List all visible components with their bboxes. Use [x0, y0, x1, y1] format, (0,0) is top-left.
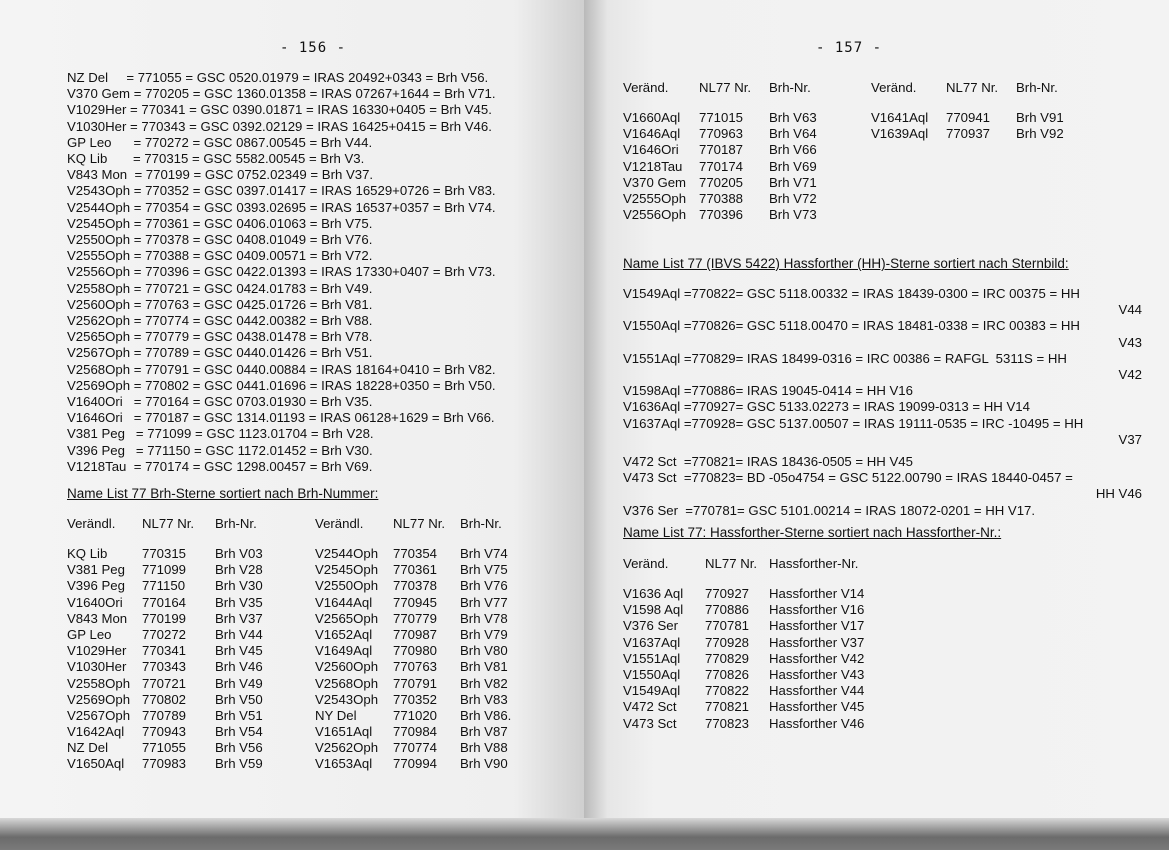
- equivalence-line: V2556Oph = 770396 = GSC 0422.01393 = IRAS 17330+0407 = Brh V73.: [67, 264, 496, 280]
- table-cell: Brh V45: [215, 643, 263, 659]
- table-cell: V2544Oph: [315, 546, 379, 561]
- equivalence-line: V2568Oph = 770791 = GSC 0440.00884 = IRAS 18164+0410 = Brh V82.: [67, 361, 496, 377]
- equivalence-line: V2560Oph = 770763 = GSC 0425.01726 = Brh V81.: [67, 296, 373, 312]
- hh-continuation-tag: V42: [1118, 367, 1142, 382]
- table-cell: Brh V71: [769, 174, 817, 190]
- table-cell: 771055: [142, 740, 187, 756]
- equivalence-line: V1218Tau = 770174 = GSC 1298.00457 = Brh V69.: [67, 458, 373, 474]
- table-cell: V1637Aql: [623, 634, 681, 650]
- hh-star-line: V1550Aql =770826= GSC 5118.00470 = IRAS 18481-0338 = IRC 00383 = HH: [623, 318, 1080, 334]
- table-cell: Brh V92: [1016, 126, 1064, 142]
- table-header-row: [623, 80, 1143, 110]
- table-cell: 770361: [393, 562, 438, 578]
- table-cell: 770826: [705, 666, 750, 682]
- hh-number-table: [623, 556, 923, 732]
- table-row: [623, 635, 923, 651]
- table-cell: Brh V80: [460, 643, 508, 659]
- table-cell: Brh V03: [215, 546, 263, 561]
- table-row: [623, 175, 1143, 191]
- table-cell: V381 Peg: [67, 562, 125, 578]
- table-cell: V2565Oph: [315, 610, 379, 626]
- table-cell: Brh V90: [460, 756, 508, 772]
- table-row: [623, 602, 923, 618]
- table-cell: 770779: [393, 610, 438, 626]
- equivalence-line: V1030Her = 770343 = GSC 0392.02129 = IRAS 16425+0415 = Brh V46.: [67, 118, 492, 134]
- table-cell: 770928: [705, 634, 750, 650]
- table-cell: Brh V74: [460, 546, 508, 561]
- table-cell: V1030Her: [67, 659, 127, 675]
- table-cell: V1652Aql: [315, 626, 373, 642]
- column-header: Brh-Nr.: [1016, 80, 1058, 95]
- column-header: Veränd.: [623, 80, 669, 95]
- page-number-right: - 157 -: [816, 40, 883, 56]
- table-row: [67, 578, 567, 594]
- table-cell: Brh V79: [460, 626, 508, 642]
- table-row: [623, 618, 923, 634]
- table-cell: Brh V35: [215, 594, 263, 610]
- table-row: [623, 207, 1143, 223]
- table-row: [67, 740, 567, 756]
- table-row: [67, 708, 567, 724]
- column-header: Brh-Nr.: [769, 80, 811, 95]
- table-cell: V2555Oph: [623, 190, 687, 206]
- equivalence-line: V2565Oph = 770779 = GSC 0438.01478 = Brh V78.: [67, 329, 373, 345]
- table-cell: V2567Oph: [67, 707, 131, 723]
- equivalence-line: V396 Peg = 771150 = GSC 1172.01452 = Brh V30.: [67, 442, 373, 458]
- table-cell: Hassforther V14: [769, 586, 865, 601]
- equivalence-line: V2543Oph = 770352 = GSC 0397.01417 = IRAS 16529+0726 = Brh V83.: [67, 183, 496, 199]
- hh-continuation-tag: V44: [1118, 302, 1142, 318]
- table-cell: V1218Tau: [623, 158, 683, 174]
- column-header: Veränd.: [871, 80, 917, 95]
- table-row: [67, 692, 567, 708]
- table-cell: 770983: [142, 756, 187, 772]
- table-cell: 770963: [699, 126, 744, 142]
- brh-number-table: [67, 516, 567, 773]
- hh-star-line: V376 Ser =770781= GSC 5101.00214 = IRAS 18072-0201 = HH V17.: [623, 502, 1036, 518]
- table-cell: V1646Aql: [623, 126, 681, 142]
- equivalence-line: V2569Oph = 770802 = GSC 0441.01696 = IRAS 18228+0350 = Brh V50.: [67, 377, 496, 393]
- table-cell: Brh V72: [769, 190, 817, 206]
- table-cell: 771099: [142, 562, 187, 578]
- table-cell: 770821: [705, 699, 750, 715]
- table-cell: V2545Oph: [315, 562, 379, 578]
- table-cell: 770352: [393, 691, 438, 707]
- table-cell: 770378: [393, 578, 438, 594]
- table-cell: V1650Aql: [67, 756, 125, 772]
- table-cell: Brh V49: [215, 675, 263, 691]
- table-cell: Brh V77: [460, 594, 508, 610]
- table-row: [67, 562, 567, 578]
- table-cell: NZ Del: [67, 740, 109, 756]
- table-cell: Brh V59: [215, 756, 263, 772]
- table-cell: 770943: [142, 724, 187, 740]
- table-cell: V1551Aql: [623, 650, 681, 666]
- table-cell: 770174: [699, 158, 744, 174]
- brh-list-heading: Name List 77 Brh-Sterne sortiert nach Brh-Nummer:: [67, 486, 379, 501]
- equivalence-line: GP Leo = 770272 = GSC 0867.00545 = Brh V44.: [67, 134, 373, 150]
- equivalence-line: NZ Del = 771055 = GSC 0520.01979 = IRAS 20492+0343 = Brh V56.: [67, 70, 489, 85]
- table-row: [67, 546, 567, 562]
- table-cell: Brh V30: [215, 578, 263, 594]
- table-row: [67, 611, 567, 627]
- table-row: [67, 724, 567, 740]
- table-cell: Brh V82: [460, 675, 508, 691]
- table-cell: 770187: [699, 142, 744, 158]
- table-cell: Brh V44: [215, 626, 263, 642]
- hh-star-line: V1598Aql =770886= IRAS 19045-0414 = HH V16: [623, 383, 913, 399]
- hh-number-heading: Name List 77: Hassforther-Sterne sortiert nach Hassforther-Nr.:: [623, 525, 1002, 540]
- table-cell: 770945: [393, 594, 438, 610]
- table-cell: Brh V73: [769, 207, 817, 223]
- book-bottom-shadow: [0, 818, 1169, 850]
- table-row: [623, 159, 1143, 175]
- column-header: NL77 Nr.: [946, 80, 999, 95]
- column-header: NL77 Nr.: [705, 556, 758, 571]
- table-cell: V2562Oph: [315, 740, 379, 756]
- hh-star-line: V1549Aql =770822= GSC 5118.00332 = IRAS 18439-0300 = IRC 00375 = HH: [623, 286, 1080, 301]
- table-row: [623, 651, 923, 667]
- equivalence-line: V2567Oph = 770789 = GSC 0440.01426 = Brh V51.: [67, 345, 373, 361]
- hh-continuation-tag: HH V46: [1095, 486, 1142, 502]
- table-row: [67, 595, 567, 611]
- table-cell: 771020: [393, 707, 438, 723]
- table-cell: V1029Her: [67, 643, 127, 659]
- table-row: [67, 643, 567, 659]
- table-cell: 770205: [699, 174, 744, 190]
- table-row: [67, 756, 567, 772]
- hh-star-line: V1551Aql =770829= IRAS 18499-0316 = IRC 00386 = RAFGL 5311S = HH: [623, 350, 1067, 366]
- column-header: NL77 Nr.: [699, 80, 752, 95]
- table-cell: Hassforther V42: [769, 650, 865, 666]
- table-cell: V1550Aql: [623, 666, 681, 682]
- table-cell: 770272: [142, 626, 187, 642]
- table-cell: 770941: [946, 110, 991, 125]
- equivalence-line: V1640Ori = 770164 = GSC 0703.01930 = Brh V35.: [67, 394, 373, 410]
- table-cell: 770822: [705, 683, 750, 699]
- table-cell: 770199: [142, 610, 187, 626]
- hh-star-line: V472 Sct =770821= IRAS 18436-0505 = HH V45: [623, 454, 913, 469]
- table-cell: 770789: [142, 707, 187, 723]
- table-cell: Brh V78: [460, 610, 508, 626]
- table-cell: V2568Oph: [315, 675, 379, 691]
- table-row: [623, 142, 1143, 158]
- table-cell: 770388: [699, 190, 744, 206]
- table-cell: V1636 Aql: [623, 586, 684, 601]
- table-cell: V1642Aql: [67, 724, 125, 740]
- table-cell: V2550Oph: [315, 578, 379, 594]
- table-cell: V1640Ori: [67, 594, 123, 610]
- table-cell: Brh V64: [769, 126, 817, 142]
- table-header-row: [623, 556, 923, 586]
- table-cell: 770791: [393, 675, 438, 691]
- equivalence-line: V2545Oph = 770361 = GSC 0406.01063 = Brh V75.: [67, 215, 373, 231]
- column-header: Hassforther-Nr.: [769, 556, 859, 571]
- column-header: NL77 Nr.: [393, 516, 446, 531]
- table-cell: V376 Ser: [623, 618, 678, 634]
- table-cell: 770343: [142, 659, 187, 675]
- table-cell: 771015: [699, 110, 744, 125]
- column-header: NL77 Nr.: [142, 516, 195, 531]
- equivalence-line: V2562Oph = 770774 = GSC 0442.00382 = Brh V88.: [67, 313, 373, 329]
- table-header-row: [67, 516, 567, 546]
- table-cell: 770937: [946, 126, 991, 142]
- table-cell: Brh V87: [460, 724, 508, 740]
- table-cell: 770987: [393, 626, 438, 642]
- table-cell: 770781: [705, 618, 750, 634]
- table-cell: V1651Aql: [315, 724, 373, 740]
- hh-star-line: V1637Aql =770928= GSC 5137.00507 = IRAS 19111-0535 = IRC -10495 = HH: [623, 415, 1084, 431]
- hh-star-heading: Name List 77 (IBVS 5422) Hassforther (HH)-Sterne sortiert nach Sternbild:: [623, 256, 1069, 271]
- table-row: [67, 676, 567, 692]
- table-cell: 770829: [705, 650, 750, 666]
- table-row: [67, 659, 567, 675]
- table-cell: 770763: [393, 659, 438, 675]
- hh-star-line: V473 Sct =770823= BD -05o4754 = GSC 5122.00790 = IRAS 18440-0457 =: [623, 470, 1073, 486]
- table-cell: V2543Oph: [315, 691, 379, 707]
- table-row: [623, 683, 923, 699]
- table-cell: Brh V76: [460, 578, 508, 594]
- table-cell: 770341: [142, 643, 187, 659]
- table-cell: Hassforther V46: [769, 715, 865, 731]
- table-cell: V370 Gem: [623, 174, 687, 190]
- table-cell: V473 Sct: [623, 715, 677, 731]
- table-cell: V472 Sct: [623, 699, 677, 715]
- table-cell: Brh V83: [460, 691, 508, 707]
- table-cell: Hassforther V45: [769, 699, 865, 715]
- table-cell: GP Leo: [67, 626, 112, 642]
- equivalence-line: V2544Oph = 770354 = GSC 0393.02695 = IRAS 16537+0357 = Brh V74.: [67, 199, 496, 215]
- table-cell: Brh V66: [769, 142, 817, 158]
- table-cell: V2569Oph: [67, 691, 131, 707]
- equivalence-line: V2555Oph = 770388 = GSC 0409.00571 = Brh V72.: [67, 248, 373, 264]
- equivalence-line: V381 Peg = 771099 = GSC 1123.01704 = Brh V28.: [67, 426, 374, 442]
- table-cell: 771150: [142, 578, 186, 594]
- column-header: Verändl.: [67, 516, 116, 531]
- hh-continuation-tag: V37: [1118, 431, 1142, 447]
- table-cell: V396 Peg: [67, 578, 125, 594]
- table-row: [67, 627, 567, 643]
- table-cell: Brh V88: [460, 740, 508, 756]
- table-cell: 770886: [705, 602, 750, 618]
- table-cell: KQ Lib: [67, 546, 108, 561]
- column-header: Verändl.: [315, 516, 364, 531]
- brh-continuation-table: [623, 80, 1143, 223]
- table-cell: V843 Mon: [67, 610, 128, 626]
- equivalence-line: KQ Lib = 770315 = GSC 5582.00545 = Brh V3.: [67, 151, 365, 167]
- equivalence-line: V1646Ori = 770187 = GSC 1314.01193 = IRAS 06128+1629 = Brh V66.: [67, 410, 495, 426]
- table-cell: Brh V69: [769, 158, 817, 174]
- table-cell: 770802: [142, 691, 187, 707]
- table-cell: Brh V37: [215, 610, 263, 626]
- right-page: [584, 0, 1169, 825]
- column-header: Veränd.: [623, 556, 669, 571]
- table-cell: V1649Aql: [315, 643, 373, 659]
- table-cell: Hassforther V44: [769, 683, 865, 699]
- table-cell: Brh V51: [215, 707, 263, 723]
- table-cell: V1641Aql: [871, 110, 929, 125]
- table-cell: V2558Oph: [67, 675, 131, 691]
- table-row: [623, 126, 1143, 142]
- table-cell: Brh V91: [1016, 110, 1064, 125]
- table-cell: Brh V54: [215, 724, 263, 740]
- table-row: [623, 586, 923, 602]
- table-cell: Hassforther V37: [769, 634, 865, 650]
- table-row: [623, 191, 1143, 207]
- equivalence-line: V843 Mon = 770199 = GSC 0752.02349 = Brh V37.: [67, 167, 374, 183]
- hh-star-line: V1636Aql =770927= GSC 5133.02273 = IRAS 19099-0313 = HH V14: [623, 399, 1030, 415]
- table-cell: Brh V28: [215, 562, 263, 578]
- table-cell: 770721: [142, 675, 187, 691]
- table-cell: V1646Ori: [623, 142, 679, 158]
- table-cell: 770823: [705, 715, 750, 731]
- equivalence-line: V370 Gem = 770205 = GSC 1360.01358 = IRAS 07267+1644 = Brh V71.: [67, 86, 496, 102]
- table-row: [623, 716, 923, 732]
- equivalence-line: V1029Her = 770341 = GSC 0390.01871 = IRAS 16330+0405 = Brh V45.: [67, 102, 492, 118]
- column-header: Brh-Nr.: [460, 516, 502, 531]
- table-cell: Brh V63: [769, 110, 817, 125]
- table-cell: Brh V86.: [460, 707, 512, 723]
- table-cell: NY Del: [315, 707, 357, 723]
- table-cell: V1653Aql: [315, 756, 373, 772]
- table-row: [623, 110, 1143, 126]
- table-cell: V2560Oph: [315, 659, 379, 675]
- table-cell: Brh V81: [460, 659, 508, 675]
- table-cell: Brh V46: [215, 659, 263, 675]
- table-cell: Brh V56: [215, 740, 263, 756]
- table-cell: Brh V75: [460, 562, 508, 578]
- page-number-left: - 156 -: [280, 40, 347, 56]
- hh-continuation-tag: V43: [1118, 334, 1142, 350]
- table-cell: V1660Aql: [623, 110, 681, 125]
- column-header: Brh-Nr.: [215, 516, 257, 531]
- equivalence-line: V2558Oph = 770721 = GSC 0424.01783 = Brh V49.: [67, 280, 373, 296]
- table-row: [623, 699, 923, 715]
- table-cell: V1549Aql: [623, 683, 681, 699]
- left-page: [0, 0, 584, 825]
- table-cell: 770354: [393, 546, 438, 561]
- table-row: [623, 667, 923, 683]
- table-cell: 770994: [393, 756, 438, 772]
- table-cell: V1598 Aql: [623, 602, 684, 618]
- table-cell: Hassforther V16: [769, 602, 865, 618]
- table-cell: 770774: [393, 740, 438, 756]
- table-cell: 770980: [393, 643, 438, 659]
- star-equivalence-list: [67, 70, 496, 475]
- table-cell: Brh V50: [215, 691, 263, 707]
- table-cell: Hassforther V43: [769, 666, 865, 682]
- table-cell: 770396: [699, 207, 744, 223]
- table-cell: 770315: [142, 546, 187, 561]
- table-cell: V1644Aql: [315, 594, 373, 610]
- equivalence-line: V2550Oph = 770378 = GSC 0408.01049 = Brh V76.: [67, 232, 373, 248]
- table-cell: 770927: [705, 586, 750, 601]
- table-cell: 770984: [393, 724, 438, 740]
- table-cell: 770164: [142, 594, 187, 610]
- table-cell: Hassforther V17: [769, 618, 865, 634]
- table-cell: V2556Oph: [623, 207, 687, 223]
- table-cell: V1639Aql: [871, 126, 929, 142]
